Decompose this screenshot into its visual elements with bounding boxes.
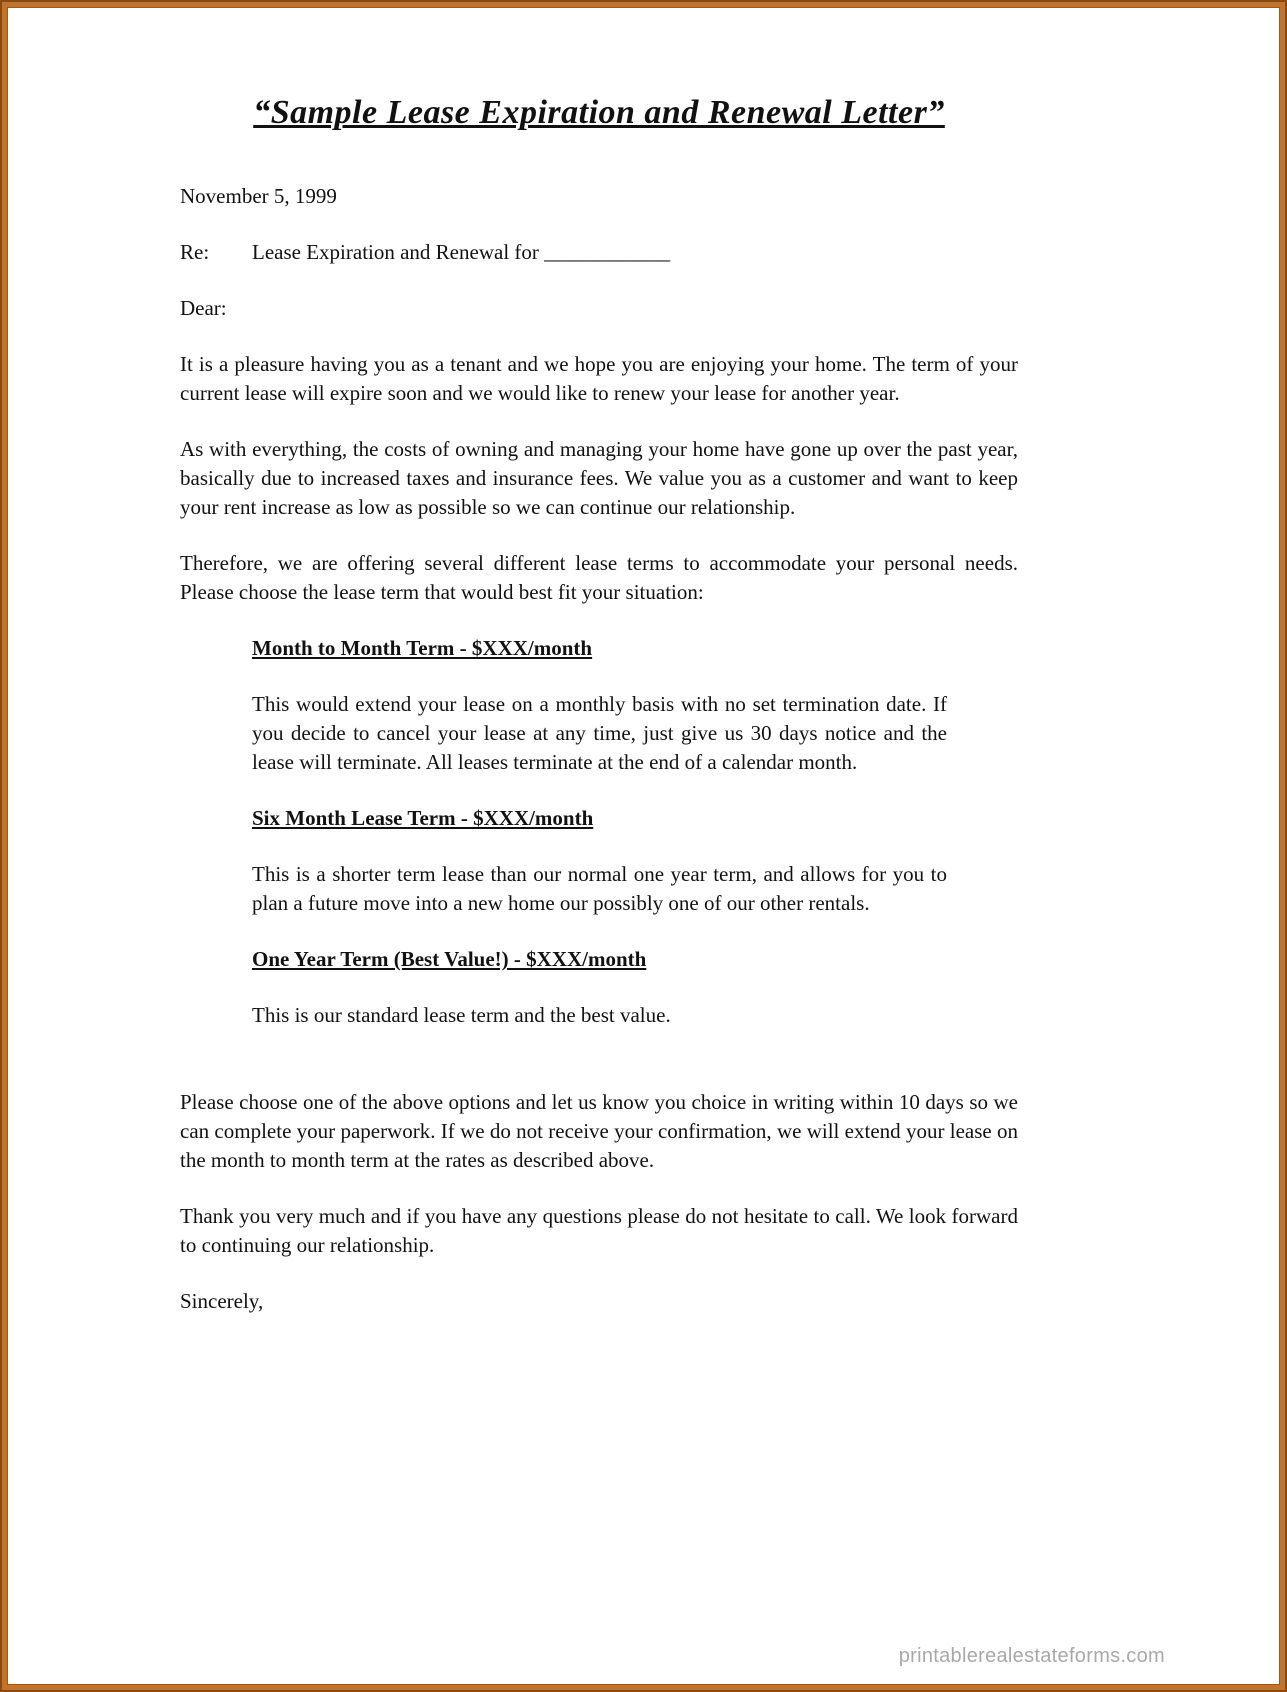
re-line [180, 238, 1018, 267]
footer-watermark: printablerealestateforms.com [898, 1645, 1165, 1667]
option-body-one-year: This is our standard lease term and the best value. [252, 1003, 671, 1027]
lease-option-month-to-month [252, 634, 947, 777]
lease-option-six-month [252, 804, 947, 918]
option-heading-one-year: One Year Term (Best Value!) - $XXX/month [252, 947, 647, 971]
date-line: November 5, 1999 [180, 184, 337, 208]
paragraph-intro: It is a pleasure having you as a tenant and we hope you are enjoying your home. The term of your current lease will expire soon and we would like to renew your lease for another year. [180, 352, 1018, 405]
letter-content [180, 2, 1018, 1316]
closing-paragraph-choose: Please choose one of the above options and let us know you choice in writing within 10 days so we can complete your paperwork. If we do not receive your confirmation, we will extend your lease on the month to month term at the rates as described above. [180, 1090, 1018, 1172]
option-body-six-month: This is a shorter term lease than our normal one year term, and allows for you to plan a future move into a new home our possibly one of our other rentals. [252, 862, 947, 915]
re-value: Lease Expiration and Renewal for ____________ [252, 240, 671, 264]
option-heading-month-to-month: Month to Month Term - $XXX/month [252, 636, 593, 660]
page-title: “Sample Lease Expiration and Renewal Letter” [253, 94, 945, 131]
re-label: Re: [180, 240, 210, 264]
salutation: Dear: [180, 296, 227, 320]
option-body-month-to-month: This would extend your lease on a monthly basis with no set termination date. If you decide to cancel your lease at any time, just give us 30 days notice and the lease will terminate. All leases terminate at the end of a calendar month. [252, 692, 947, 774]
paragraph-costs: As with everything, the costs of owning and managing your home have gone up over the past year, basically due to increased taxes and insurance fees. We value you as a customer and want to keep your rent increase as low as possible so we can continue our relationship. [180, 437, 1018, 519]
closing-paragraph-thanks: Thank you very much and if you have any questions please do not hesitate to call. We look forward to continuing our relationship. [180, 1204, 1018, 1257]
signoff: Sincerely, [180, 1289, 264, 1313]
lease-option-one-year [252, 945, 947, 1030]
paragraph-offer: Therefore, we are offering several different lease terms to accommodate your personal needs. Please choose the lease term that would best fit your situation: [180, 551, 1018, 604]
option-heading-six-month: Six Month Lease Term - $XXX/month [252, 806, 594, 830]
